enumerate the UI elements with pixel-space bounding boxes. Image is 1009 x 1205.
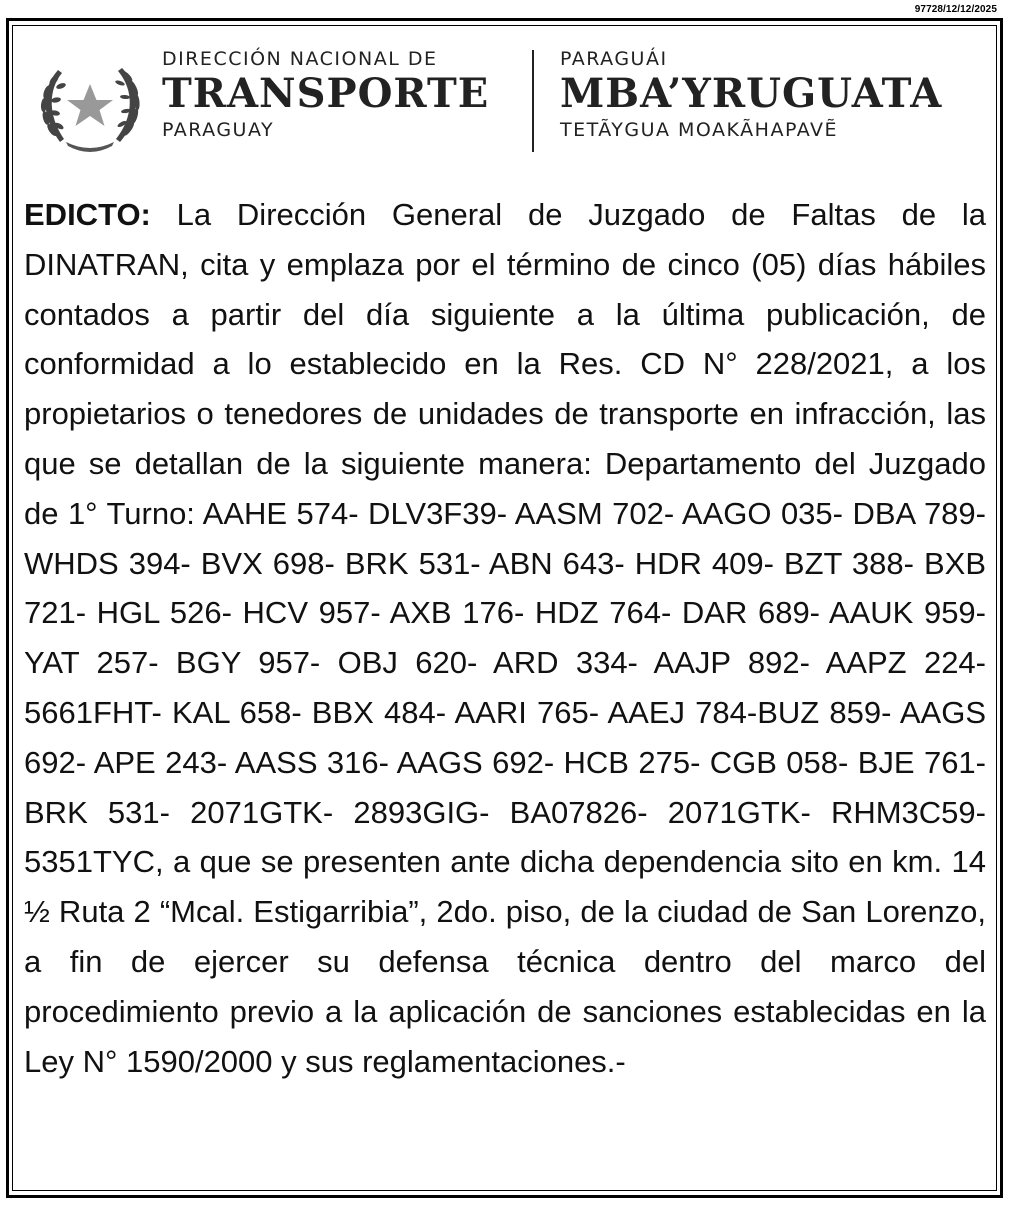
institution-country: PARAGUAY <box>162 119 275 141</box>
institution-name-spanish <box>162 48 489 142</box>
edict-text: La Dirección General de Juzgado de Faltas de la DINATRAN, cita y emplaza por el término de cinco (05) días hábiles contados a partir del día siguiente a la última publicación, de conformidad a lo establecido en la Res. CD N° 228/2021, a los propietarios o tenedores de unidades de transporte en infracción, las que se detallan de la siguiente manera: Departamento del Juzgado de 1° Turno: AAHE 574- DLV3F39- AASM 702- AAGO 035- DBA 789- WHDS 394- BVX 698- BRK 531- ABN 643- HDR 409- BZT 388- BXB 721- HGL 526- HCV 957- AXB 176- HDZ 764- DAR 689- AAUK 959- YAT 257- BGY 957- OBJ 620- ARD 334- AAJP 892- AAPZ 224- 5661FHT- KAL 658- BBX 484- AARI 765- AAEJ 784-BUZ 859- AAGS 692- APE 243- AASS 316- AAGS 692- HCB 275- CGB 058- BJE 761- BRK 531- 2071GTK- 2893GIG- BA07826- 2071GTK- RHM3C59- 5351TYC, a que se presenten ante dicha dependencia sito en km. 14 ½ Ruta 2 “Mcal. Estigarribia”, 2do. piso, de la ciudad de San Lorenzo, a fin de ejercer su defensa técnica dentro del marco del procedimiento previo a la aplicación de sanciones establecidas en la Ley N° 1590/2000 y sus reglamentaciones.- <box>24 197 986 1079</box>
national-seal-icon <box>30 50 155 155</box>
institution-subtitle: DIRECCIÓN NACIONAL DE <box>162 48 438 70</box>
institution-name-guarani <box>560 48 942 142</box>
institution-tagline-guarani: TETÃYGUA MOAKÃHAPAVẼ <box>560 119 838 141</box>
reference-code: 97728/12/12/2025 <box>914 4 997 15</box>
header-divider <box>532 50 534 152</box>
edict-body <box>24 190 986 1086</box>
institution-title: TRANSPORTE <box>162 70 490 117</box>
masthead <box>30 42 980 162</box>
institution-title-guarani: MBA’YRUGUATA <box>560 70 943 117</box>
edict-label: EDICTO: <box>24 197 151 232</box>
institution-subtitle-guarani: PARAGUÁI <box>560 48 668 70</box>
